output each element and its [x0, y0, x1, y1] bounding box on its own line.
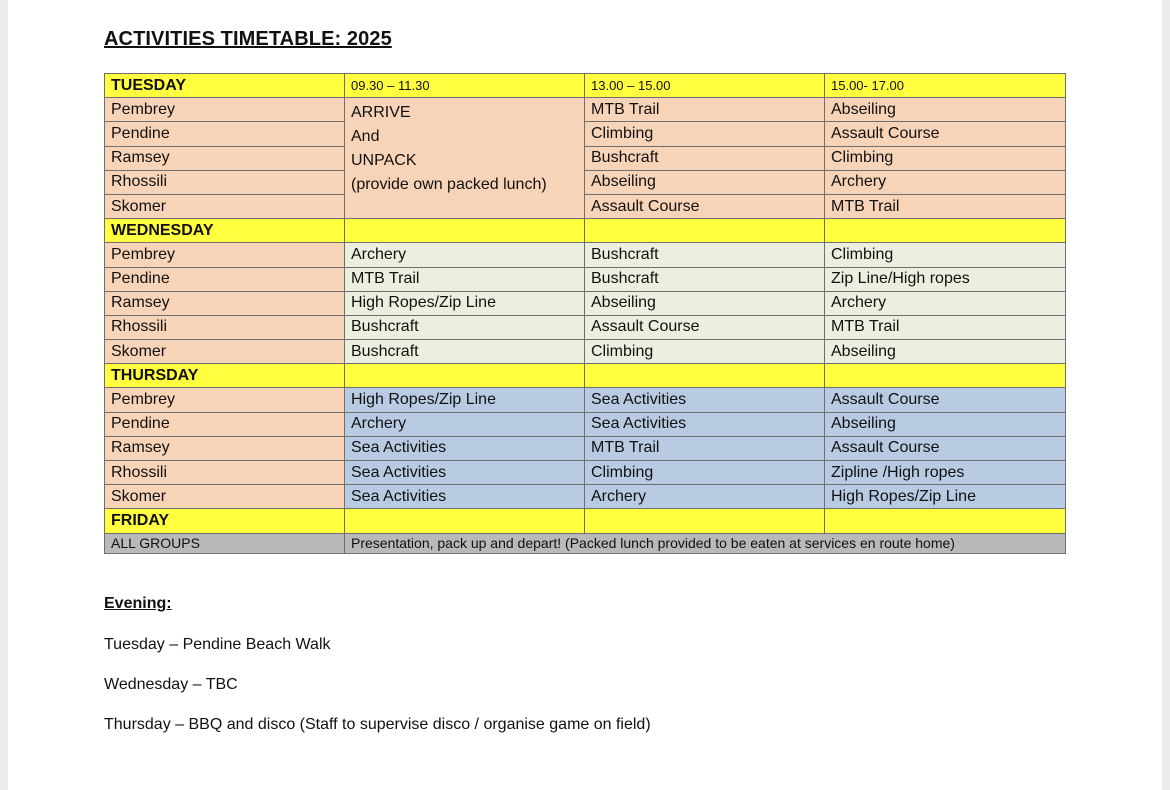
activity-cell: Archery — [345, 412, 585, 436]
table-row — [105, 98, 1066, 122]
time-slot-3: 15.00- 17.00 — [825, 74, 1066, 98]
activity-cell: High Ropes/Zip Line — [345, 388, 585, 412]
group-name: Pendine — [105, 412, 345, 436]
activity-cell: Zip Line/High ropes — [825, 267, 1066, 291]
activity-cell: Climbing — [825, 243, 1066, 267]
table-row — [105, 170, 1066, 194]
table-row — [105, 146, 1066, 170]
empty-cell — [585, 364, 825, 388]
day-label: THURSDAY — [105, 364, 345, 388]
table-row — [105, 485, 1066, 509]
empty-cell — [585, 509, 825, 533]
table-row — [105, 291, 1066, 315]
day-header-friday — [105, 509, 1066, 533]
table-row — [105, 340, 1066, 364]
friday-note: Presentation, pack up and depart! (Packed lunch provided to be eaten at services en route home) — [345, 533, 1066, 553]
activity-cell: Bushcraft — [345, 315, 585, 339]
group-name: Rhossili — [105, 170, 345, 194]
day-label: FRIDAY — [105, 509, 345, 533]
empty-cell — [585, 219, 825, 243]
group-name: Pendine — [105, 122, 345, 146]
activity-cell: Assault Course — [825, 436, 1066, 460]
table-row — [105, 315, 1066, 339]
arrival-note — [345, 98, 585, 219]
document-page — [8, 0, 1162, 790]
activity-cell: High Ropes/Zip Line — [825, 485, 1066, 509]
activity-cell: Sea Activities — [345, 485, 585, 509]
empty-cell — [825, 219, 1066, 243]
table-row — [105, 122, 1066, 146]
empty-cell — [345, 219, 585, 243]
activity-cell: Abseiling — [825, 412, 1066, 436]
table-row — [105, 533, 1066, 553]
arrival-line: (provide own packed lunch) — [351, 176, 547, 194]
empty-cell — [345, 509, 585, 533]
evening-heading: Evening: — [104, 595, 172, 612]
activity-cell: Climbing — [825, 146, 1066, 170]
activity-cell: Climbing — [585, 122, 825, 146]
activity-cell: Sea Activities — [345, 461, 585, 485]
activity-cell: Assault Course — [825, 122, 1066, 146]
day-label: WEDNESDAY — [105, 219, 345, 243]
group-name: ALL GROUPS — [105, 533, 345, 553]
group-name: Skomer — [105, 485, 345, 509]
evening-line: Tuesday – Pendine Beach Walk — [104, 636, 331, 653]
group-name: Pembrey — [105, 388, 345, 412]
table-row — [105, 412, 1066, 436]
evening-line: Thursday – BBQ and disco (Staff to supervise disco / organise game on field) — [104, 716, 651, 733]
day-header-tuesday — [105, 74, 1066, 98]
activity-cell: MTB Trail — [345, 267, 585, 291]
activity-cell: Abseiling — [825, 340, 1066, 364]
time-slot-2: 13.00 – 15.00 — [585, 74, 825, 98]
day-header-wednesday — [105, 219, 1066, 243]
arrival-line: ARRIVE — [351, 104, 411, 122]
activity-cell: Bushcraft — [585, 146, 825, 170]
group-name: Pendine — [105, 267, 345, 291]
activity-cell: MTB Trail — [825, 315, 1066, 339]
day-header-thursday — [105, 364, 1066, 388]
table-row — [105, 461, 1066, 485]
group-name: Skomer — [105, 194, 345, 218]
activity-cell: Archery — [345, 243, 585, 267]
activity-cell: Zipline /High ropes — [825, 461, 1066, 485]
group-name: Rhossili — [105, 461, 345, 485]
table-row — [105, 436, 1066, 460]
activity-cell: Bushcraft — [345, 340, 585, 364]
empty-cell — [825, 509, 1066, 533]
activity-cell: Abseiling — [585, 291, 825, 315]
activity-cell: Archery — [585, 485, 825, 509]
activity-cell: Assault Course — [585, 315, 825, 339]
table-row — [105, 267, 1066, 291]
activity-cell: Climbing — [585, 340, 825, 364]
activity-cell: High Ropes/Zip Line — [345, 291, 585, 315]
activity-cell: Assault Course — [585, 194, 825, 218]
activity-cell: MTB Trail — [585, 436, 825, 460]
group-name: Pembrey — [105, 243, 345, 267]
activity-cell: Assault Course — [825, 388, 1066, 412]
activity-cell: Abseiling — [585, 170, 825, 194]
group-name: Ramsey — [105, 146, 345, 170]
group-name: Skomer — [105, 340, 345, 364]
activity-cell: MTB Trail — [585, 98, 825, 122]
arrival-line: And — [351, 128, 380, 146]
table-row — [105, 388, 1066, 412]
group-name: Pembrey — [105, 98, 345, 122]
time-slot-1: 09.30 – 11.30 — [345, 74, 585, 98]
empty-cell — [825, 364, 1066, 388]
activity-cell: Sea Activities — [345, 436, 585, 460]
group-name: Ramsey — [105, 436, 345, 460]
activity-cell: Sea Activities — [585, 412, 825, 436]
activity-cell: Bushcraft — [585, 267, 825, 291]
page-title: ACTIVITIES TIMETABLE: 2025 — [104, 28, 392, 50]
evening-line: Wednesday – TBC — [104, 676, 238, 693]
table-row — [105, 243, 1066, 267]
day-label: TUESDAY — [105, 74, 345, 98]
table-row — [105, 194, 1066, 218]
arrival-line: UNPACK — [351, 152, 417, 170]
activity-cell: Climbing — [585, 461, 825, 485]
activity-cell: Archery — [825, 170, 1066, 194]
activity-cell: Archery — [825, 291, 1066, 315]
activity-cell: Abseiling — [825, 98, 1066, 122]
activity-cell: MTB Trail — [825, 194, 1066, 218]
empty-cell — [345, 364, 585, 388]
activity-cell: Sea Activities — [585, 388, 825, 412]
timetable — [104, 73, 1066, 554]
group-name: Ramsey — [105, 291, 345, 315]
group-name: Rhossili — [105, 315, 345, 339]
activity-cell: Bushcraft — [585, 243, 825, 267]
